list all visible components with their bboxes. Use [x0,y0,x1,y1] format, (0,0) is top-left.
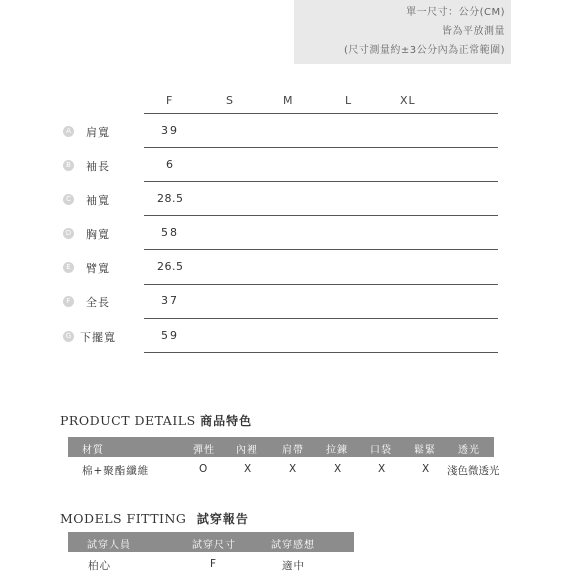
header-material: 材質 [82,445,104,456]
size-header-m: M [283,94,294,107]
row-label-shoulder: 肩寬 [86,126,110,139]
row-value-arm-width: 26.5 [157,260,184,273]
header-elasticity: 彈性 [193,445,215,456]
models-fitting-title [60,510,249,527]
row-divider [144,352,498,353]
tolerance-note: (尺寸測量約±3公分內為正常範圍) [343,45,505,56]
header-sheerness: 透光 [458,445,480,456]
badge-f: F [63,296,74,307]
row-value-shoulder: 39 [161,124,179,137]
value-zipper: X [334,463,343,475]
value-material: 棉+聚酯纖維 [82,465,150,477]
header-size-tried: 試穿尺寸 [192,540,236,551]
badge-e: E [63,262,74,273]
header-lining: 內裡 [236,445,258,456]
row-value-total-length: 37 [161,294,179,307]
row-label-chest-width: 胸寬 [86,228,110,241]
header-feedback: 試穿感想 [271,540,315,551]
badge-a: A [63,126,74,137]
header-pocket: 口袋 [370,445,392,456]
value-feedback: 適中 [282,560,305,572]
product-details-header-bar [68,437,494,457]
badge-d: D [63,228,74,239]
models-fitting-title-cn: 試穿報告 [196,512,249,526]
value-strap: X [289,463,298,475]
product-details-title-cn: 商品特色 [200,414,253,428]
size-header-l: L [345,94,353,107]
row-label-sleeve-length: 袖長 [86,160,110,173]
badge-g: G [63,331,74,342]
models-fitting-header-bar [68,532,354,552]
product-details-title [60,412,252,429]
value-model: 柏心 [88,560,111,572]
header-strap: 肩帶 [282,445,304,456]
badge-b: B [63,160,74,171]
value-waistband: X [422,463,431,475]
header-waistband: 鬆緊 [414,445,436,456]
row-label-arm-width: 臂寬 [86,262,110,275]
value-pocket: X [378,463,387,475]
badge-c: C [63,194,74,205]
row-divider [144,284,498,285]
models-fitting-title-en: MODELS FITTING [60,511,187,526]
flat-measure-note: 皆為平放測量 [442,26,505,37]
row-divider [144,249,498,250]
size-header-xl: XL [400,94,416,107]
row-label-hem-width: 下擺寬 [80,331,116,344]
row-divider [144,147,498,148]
unit-note: 單一尺寸：公分(CM) [406,7,505,18]
size-header-f: F [166,94,174,107]
header-model: 試穿人員 [87,540,131,551]
measurement-note [294,0,511,64]
row-value-sleeve-width: 28.5 [157,192,184,205]
row-divider [144,181,498,182]
header-divider [144,113,498,114]
header-zipper: 拉鍊 [326,445,348,456]
value-elasticity: O [199,463,209,475]
value-lining: X [244,463,253,475]
row-value-chest-width: 58 [161,226,179,239]
row-label-sleeve-width: 袖寬 [86,194,110,207]
row-label-total-length: 全長 [86,296,110,309]
row-divider [144,318,498,319]
value-sheerness: 淺色微透光 [447,465,500,477]
row-divider [144,215,498,216]
product-details-title-en: PRODUCT DETAILS [60,413,196,428]
value-size-tried: F [210,558,218,570]
size-header-s: S [226,94,234,107]
row-value-sleeve-length: 6 [166,158,175,171]
row-value-hem-width: 59 [161,329,179,342]
